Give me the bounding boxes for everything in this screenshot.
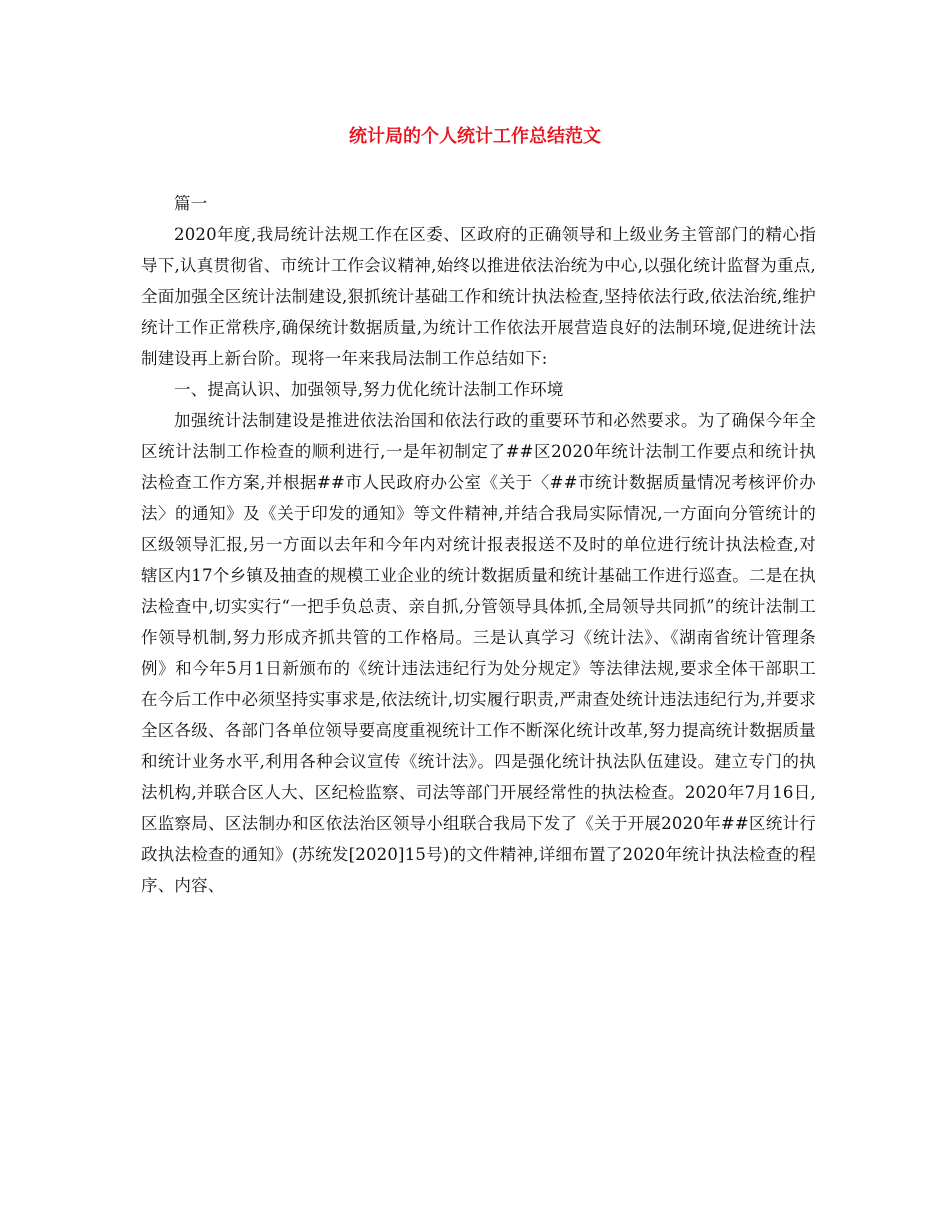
- body-paragraph: 加强统计法制建设是推进依法治国和依法行政的重要环节和必然要求。为了确保今年全区统计法制工作检查的顺利进行,一是年初制定了##区2020年统计法制工作要点和统计执法检查工作方案,并根据##市人民政府办公室《关于〈##市统计数据质量情况考核评价办法〉的通知》及《关于印发的通知》等文件精神,并结合我局实际情况,一方面向分管统计的区级领导汇报,另一方面以去年和今年内对统计报表报送不及时的单位进行统计执法检查,对辖区内17个乡镇及抽查的规模工业企业的统计数据质量和统计基础工作进行巡查。二是在执法检查中,切实实行“一把手负总责、亲自抓,分管领导具体抓,全局领导共同抓”的统计法制工作领导机制,努力形成齐抓共管的工作格局。三是认真学习《统计法》、《湖南省统计管理条例》和今年5月1日新颁布的《统计违法违纪行为处分规定》等法律法规,要求全体干部职工在今后工作中必须坚持实事求是,依法统计,切实履行职责,严肃查处统计违法违纪行为,并要求全区各级、各部门各单位领导要高度重视统计工作不断深化统计改革,努力提高统计数据质量和统计业务水平,利用各种会议宣传《统计法》。四是强化统计执法队伍建设。建立专门的执法机构,并联合区人大、区纪检监察、司法等部门开展经常性的执法检查。2020年7月16日,区监察局、区法制办和区依法治区领导小组联合我局下发了《关于开展2020年##区统计行政执法检查的通知》(苏统发[2020]15号)的文件精神,详细布置了2020年统计执法检查的程序、内容、: [141, 411, 816, 895]
- intro-paragraph: 2020年度,我局统计法规工作在区委、区政府的正确领导和上级业务主管部门的精心指导下,认真贯彻省、市统计工作会议精神,始终以推进依法治统为中心,以强化统计监督为重点,全面加强全区统计法制建设,狠抓统计基础工作和统计执法检查,坚持依法行政,依法治统,维护统计工作正常秩序,确保统计数据质量,为统计工作依法开展营造良好的法制环境,促进统计法制建设再上新台阶。现将一年来我局法制工作总结如下:: [141, 225, 816, 368]
- document-title: 统计局的个人统计工作总结范文: [349, 126, 601, 147]
- section-heading-part-one: 篇一: [174, 194, 208, 213]
- section-heading-one: 一、提高认识、加强领导,努力优化统计法制工作环境: [174, 380, 564, 399]
- document-body: [141, 188, 816, 901]
